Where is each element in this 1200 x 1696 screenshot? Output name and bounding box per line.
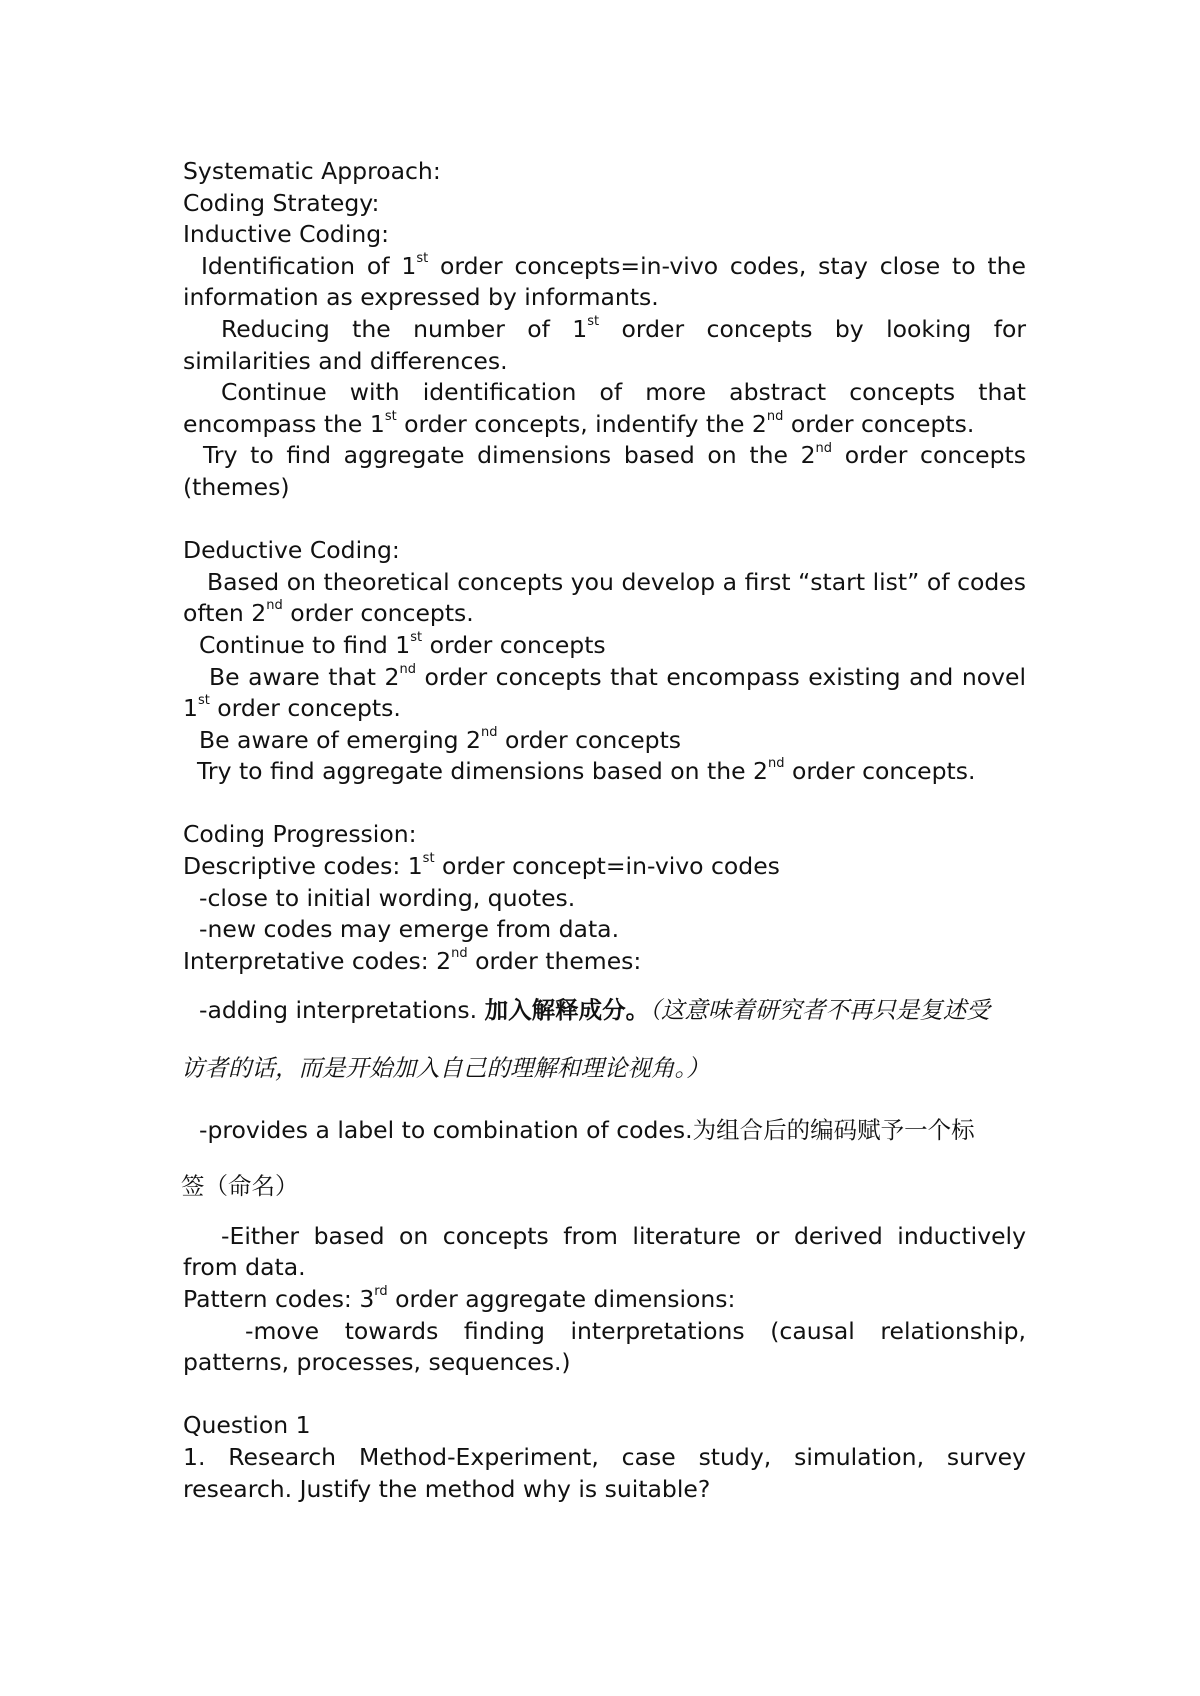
inductive-point-3: Continue with identification of more abstract concepts that encompass the 1st order concepts, indentify the 2nd order concepts. — [183, 378, 1026, 438]
inductive-point-1: Identification of 1st order concepts=in-vivo codes, stay close to the information as expressed by informants. — [183, 250, 1027, 312]
deductive-point-2: Continue to find 1st order concepts — [199, 630, 606, 659]
document-body — [183, 156, 1026, 1505]
heading-coding-strategy: Coding Strategy: — [183, 188, 380, 217]
interpretative-point-3: -Either based on concepts from literature or derived inductively from data. — [183, 1221, 1026, 1282]
descriptive-point-2: -new codes may emerge from data. — [199, 915, 620, 944]
descriptive-point-1: -close to initial wording, quotes. — [199, 883, 576, 912]
spacer — [183, 1379, 1026, 1411]
heading-question-1: Question 1 — [183, 1411, 311, 1440]
interpretative-point-1-cont: 访者的话，而是开始加入自己的理解和理论视角。） — [181, 1054, 710, 1083]
pattern-point-1: -move towards finding interpretations (causal relationship, patterns, processes, sequences.) — [183, 1316, 1026, 1377]
interpretative-point-1: -adding interpretations. 加入解释成分。（这意味着研究者不再只是复述受 — [199, 996, 990, 1025]
heading-inductive-coding: Inductive Coding: — [183, 220, 390, 249]
inductive-point-2: Reducing the number of 1st order concepts by looking for similarities and differences. — [183, 314, 1027, 375]
deductive-point-1: Based on theoretical concepts you develop a first “start list” of codes often 2nd order concepts. — [183, 567, 1026, 628]
heading-systematic-approach: Systematic Approach: — [183, 157, 441, 185]
spacer — [183, 788, 1026, 820]
descriptive-codes-line: Descriptive codes: 1st order concept=in-vivo codes — [183, 851, 780, 881]
pattern-codes-line: Pattern codes: 3rd order aggregate dimensions: — [183, 1284, 736, 1313]
heading-coding-progression: Coding Progression: — [183, 820, 417, 849]
deductive-point-3: Be aware that 2nd order concepts that encompass existing and novel 1st order concepts. — [183, 661, 1026, 723]
inductive-point-4: Try to find aggregate dimensions based on the 2nd order concepts (themes) — [183, 440, 1026, 501]
deductive-point-5: Try to find aggregate dimensions based on the 2nd order concepts. — [197, 756, 976, 786]
deductive-point-4: Be aware of emerging 2nd order concepts — [199, 724, 682, 754]
heading-deductive-coding: Deductive Coding: — [183, 536, 400, 565]
spacer — [183, 504, 1026, 536]
interpretative-point-2: -provides a label to combination of codes.为组合后的编码赋予一个标 — [199, 1115, 975, 1144]
question-1-item: 1. Research Method-Experiment, case study, simulation, survey research. Justify the method why is suitable? — [183, 1442, 1026, 1503]
interpretative-codes-line: Interpretative codes: 2nd order themes: — [183, 946, 642, 975]
interpretative-point-2-cont: 签（命名） — [181, 1172, 299, 1201]
